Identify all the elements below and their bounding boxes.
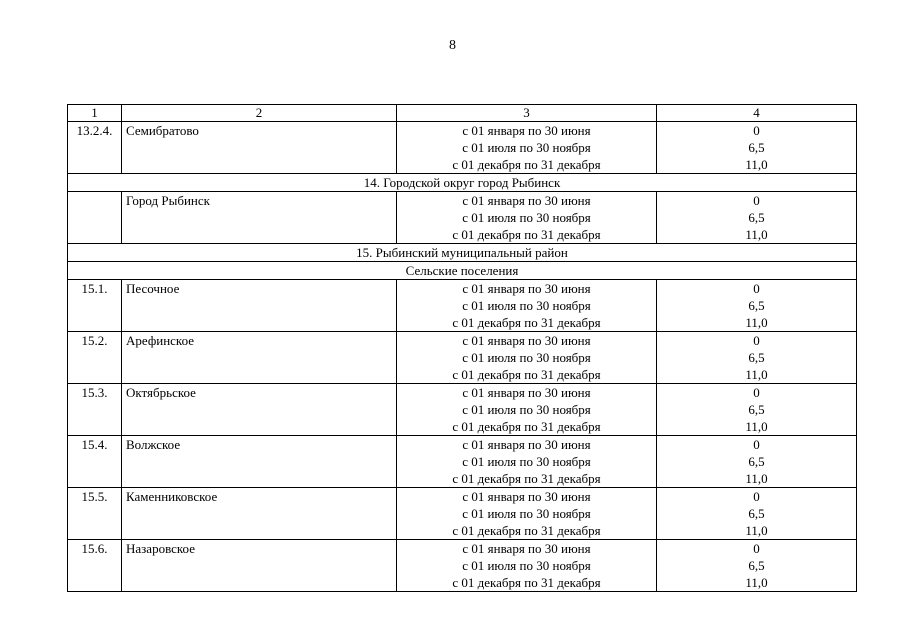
value-text: 0 [753,193,760,208]
value-text: 11,0 [745,367,768,382]
period-text: с 01 июля по 30 ноября [462,298,591,313]
period-text: с 01 января по 30 июня [462,281,591,296]
period-text: с 01 января по 30 июня [462,489,591,504]
value-text: 11,0 [745,575,768,590]
value-text: 6,5 [748,506,765,521]
value-text: 0 [753,437,760,452]
row-number: 15.3. [68,384,122,436]
period-text: с 01 июля по 30 ноября [462,140,591,155]
value-text: 6,5 [748,350,765,365]
row-number: 15.1. [68,280,122,332]
period-text: с 01 декабря по 31 декабря [452,315,601,330]
value-text: 6,5 [748,210,765,225]
table-row [68,122,857,174]
period-text: с 01 декабря по 31 декабря [452,575,601,590]
period-cell [397,540,657,592]
table-row [68,192,857,244]
value-text: 11,0 [745,157,768,172]
settlement-name: Семибратово [122,122,397,174]
value-cell [657,332,857,384]
value-text: 6,5 [748,402,765,417]
section-title: 14. Городской округ город Рыбинск [68,174,857,192]
tariff-table [67,104,857,592]
period-text: с 01 января по 30 июня [462,123,591,138]
page-number: 8 [449,38,456,53]
row-number: 13.2.4. [68,122,122,174]
period-text: с 01 декабря по 31 декабря [452,157,601,172]
settlement-name: Октябрьское [122,384,397,436]
period-text: с 01 января по 30 июня [462,333,591,348]
value-cell [657,122,857,174]
period-cell [397,332,657,384]
header-cell-3: 3 [397,105,657,122]
row-number: 15.2. [68,332,122,384]
value-text: 11,0 [745,471,768,486]
value-text: 11,0 [745,227,768,242]
table-header-row [68,105,857,122]
value-text: 6,5 [748,454,765,469]
header-cell-2: 2 [122,105,397,122]
period-text: с 01 июля по 30 ноября [462,210,591,225]
value-cell [657,436,857,488]
period-cell [397,436,657,488]
value-text: 0 [753,385,760,400]
settlement-name: Город Рыбинск [122,192,397,244]
value-text: 0 [753,123,760,138]
value-cell [657,192,857,244]
section-title: Сельские поселения [68,262,857,280]
period-text: с 01 июля по 30 ноября [462,454,591,469]
period-cell [397,384,657,436]
period-text: с 01 января по 30 июня [462,541,591,556]
value-text: 11,0 [745,419,768,434]
period-text: с 01 декабря по 31 декабря [452,471,601,486]
period-text: с 01 июля по 30 ноября [462,506,591,521]
period-text: с 01 июля по 30 ноября [462,402,591,417]
period-cell [397,280,657,332]
value-cell [657,384,857,436]
settlement-name: Арефинское [122,332,397,384]
value-cell [657,280,857,332]
period-text: с 01 января по 30 июня [462,385,591,400]
value-text: 11,0 [745,315,768,330]
table-row [68,280,857,332]
header-cell-1: 1 [68,105,122,122]
value-text: 0 [753,333,760,348]
section-row [68,262,857,280]
period-cell [397,122,657,174]
period-text: с 01 июля по 30 ноября [462,350,591,365]
section-title: 15. Рыбинский муниципальный район [68,244,857,262]
row-number [68,192,122,244]
settlement-name: Песочное [122,280,397,332]
value-text: 0 [753,489,760,504]
table-row [68,488,857,540]
section-row [68,174,857,192]
value-cell [657,540,857,592]
settlement-name: Назаровское [122,540,397,592]
period-text: с 01 января по 30 июня [462,193,591,208]
value-text: 11,0 [745,523,768,538]
value-text: 6,5 [748,298,765,313]
period-cell [397,192,657,244]
table-row [68,332,857,384]
row-number: 15.6. [68,540,122,592]
row-number: 15.5. [68,488,122,540]
value-text: 6,5 [748,558,765,573]
period-cell [397,488,657,540]
row-number: 15.4. [68,436,122,488]
value-text: 6,5 [748,140,765,155]
table-row [68,540,857,592]
period-text: с 01 декабря по 31 декабря [452,367,601,382]
period-text: с 01 декабря по 31 декабря [452,523,601,538]
period-text: с 01 января по 30 июня [462,437,591,452]
table-row [68,436,857,488]
value-text: 0 [753,541,760,556]
settlement-name: Волжское [122,436,397,488]
header-cell-4: 4 [657,105,857,122]
section-row [68,244,857,262]
period-text: с 01 декабря по 31 декабря [452,419,601,434]
table-row [68,384,857,436]
period-text: с 01 декабря по 31 декабря [452,227,601,242]
period-text: с 01 июля по 30 ноября [462,558,591,573]
settlement-name: Каменниковское [122,488,397,540]
value-text: 0 [753,281,760,296]
value-cell [657,488,857,540]
